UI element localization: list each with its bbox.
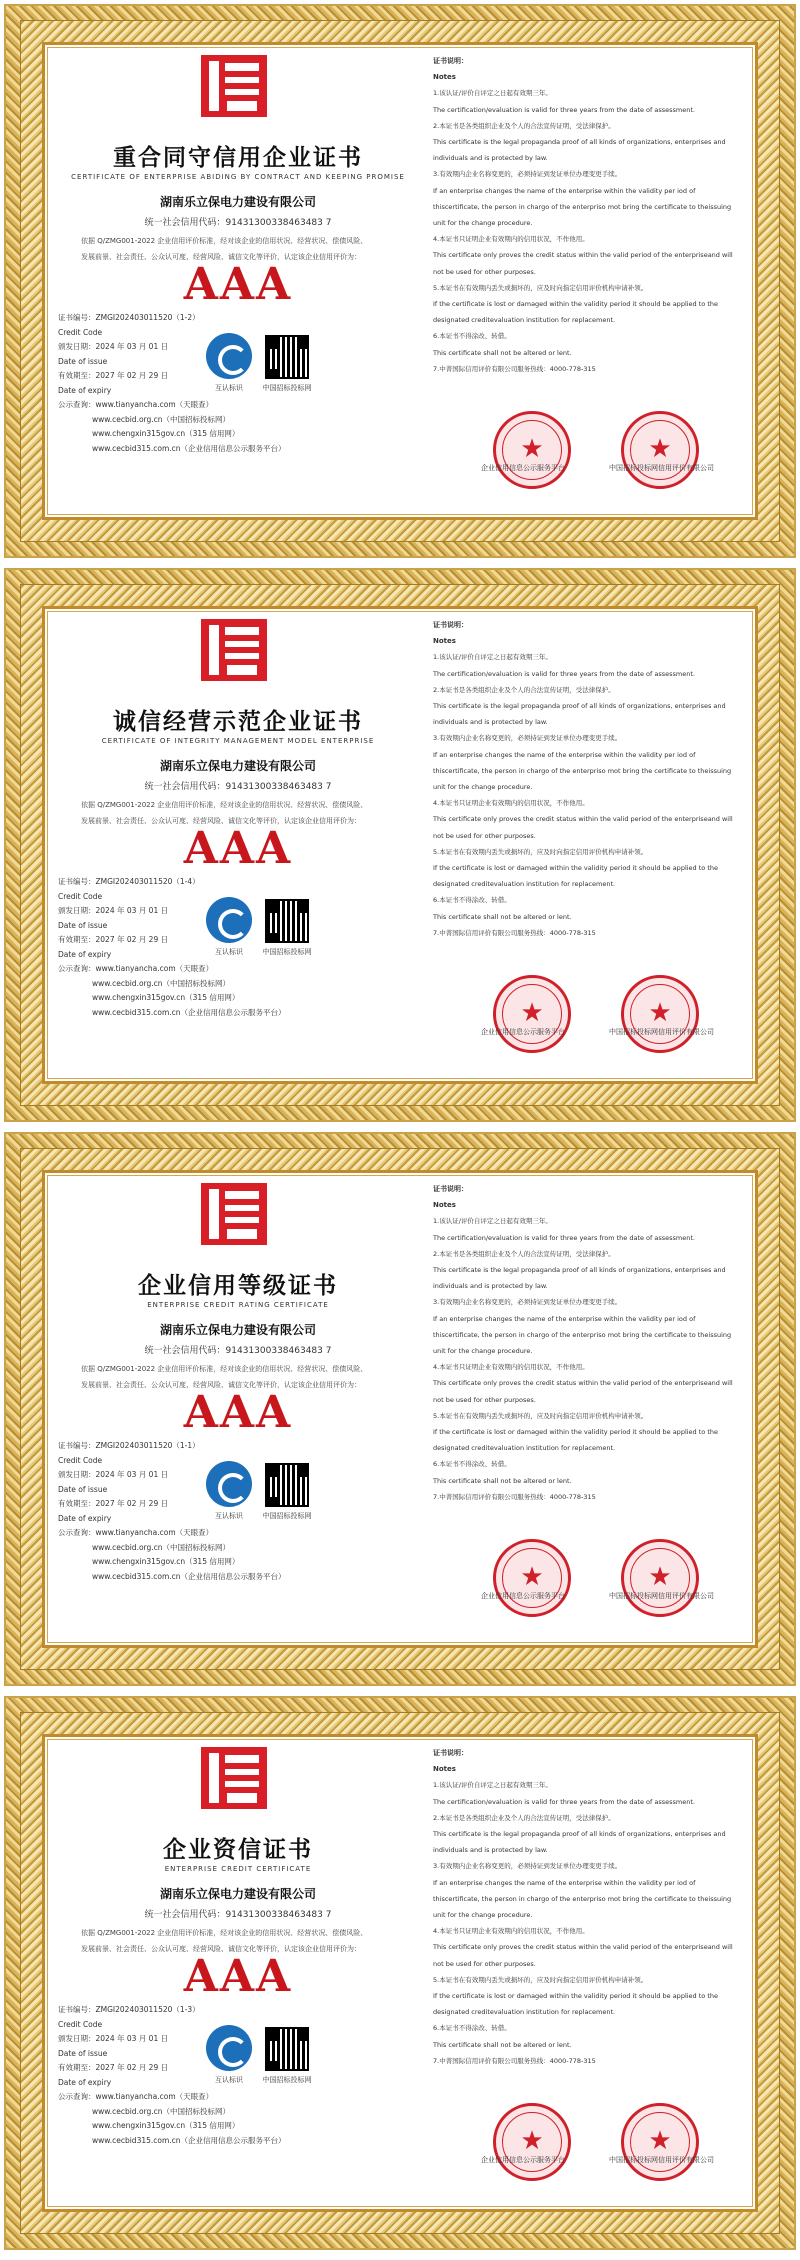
issue-date-en: Date of issue <box>58 2048 108 2058</box>
note-line: unit for the change procedure. <box>433 1911 533 1920</box>
note-line: 2.本证书是各类组织企业及个人的合法宣传证明，受法律保护。 <box>433 1249 615 1258</box>
certificate-left-panel <box>53 53 423 509</box>
notes <box>433 617 745 941</box>
note-line: thiscertificate, the person in chargo of the enterpriso mot bring the certificate to theissuing <box>433 202 732 211</box>
credit-code: 统一社会信用代码：91431300338463483 7 <box>144 1346 332 1356</box>
note-line: 1.该认证/评价自评定之日起有效期三年。 <box>433 1217 552 1226</box>
note-line: thiscertificate, the person in chargo of the enterpriso mot bring the certificate to theissuing <box>433 766 732 775</box>
note-line: designated creditevaluation institution for replacement. <box>433 1444 616 1453</box>
credit-logo-icon <box>199 617 269 683</box>
credit-code: 统一社会信用代码：91431300338463483 7 <box>144 218 332 228</box>
note-line: This certificate is the legal propaganda proof of all kinds of organizations, enterprises and <box>433 1266 726 1275</box>
badge-label: 互认标识 <box>215 1512 243 1520</box>
official-seal-icon: ★ <box>621 2103 699 2181</box>
note-line: 6.本证书不得涂改、转借。 <box>433 896 511 905</box>
notes-list <box>433 649 745 941</box>
note-line: thiscertificate, the person in chargo of the enterpriso mot bring the certificate to theissuing <box>433 1894 732 1903</box>
expiry-date-en: Date of expiry <box>58 949 112 959</box>
note-line: If an enterprise changes the name of the enterprise within the validity per iod of <box>433 750 696 759</box>
qr-label: 中国招标投标网 <box>262 2076 312 2084</box>
mutual-recognition-badge <box>203 1461 255 1521</box>
credit-logo-icon <box>199 53 269 119</box>
credit-grade: AAA <box>183 1951 293 2002</box>
basis-line: 发展前景、社会责任、公众认可度、经营风险、诚信文化等评价，认定该企业信用评价为： <box>81 1945 361 1953</box>
credit-logo-icon <box>199 1745 269 1811</box>
qr-label: 中国招标投标网 <box>262 948 312 956</box>
certificate-notes-panel <box>433 1181 745 1637</box>
notes <box>433 53 745 377</box>
credit-code-en: Credit Code <box>58 1455 103 1465</box>
official-seal-icon: ★ <box>493 2103 571 2181</box>
credit-code-en: Credit Code <box>58 327 103 337</box>
note-line: 2.本证书是各类组织企业及个人的合法宣传证明，受法律保护。 <box>433 121 615 130</box>
qr-code-block <box>257 1463 317 1521</box>
qr-code-icon <box>265 335 309 379</box>
note-line: 3.有效期内企业名称变更的，必须持证到发证单位办理变更手续。 <box>433 1862 622 1871</box>
certificate-number: 证书编号：ZMGI202403011520（1-3） <box>58 2005 200 2014</box>
basis-line: 发展前景、社会责任、公众认可度、经营风险、诚信文化等评价，认定该企业信用评价为： <box>81 1381 361 1389</box>
certificate <box>4 1696 796 2250</box>
seal-label: 中国招标投标网信用评价有限公司 <box>609 1592 714 1600</box>
expiry-date-en: Date of expiry <box>58 1513 112 1523</box>
note-line: not be used for other purposes. <box>433 1959 536 1968</box>
note-line: 7.中菁国际信用评价有限公司服务热线：4000-778-315 <box>433 364 596 373</box>
certificate-body <box>42 42 758 520</box>
mutual-recognition-icon <box>206 1461 252 1507</box>
notes-list <box>433 85 745 377</box>
notes-title: 证书说明： <box>433 1749 468 1757</box>
expiry-date: 有效期至：2027 年 02 月 29 日 <box>58 935 169 944</box>
badge-label: 互认标识 <box>215 2076 243 2084</box>
basis-line: 依据 Q/ZMG001-2022 企业信用评价标准，经对该企业的信用状况、经营状况、偿债风险、 <box>81 237 368 245</box>
certificate-left-panel <box>53 1181 423 1637</box>
expiry-date: 有效期至：2027 年 02 月 29 日 <box>58 1499 169 1508</box>
note-line: The certification/evaluation is valid for three years from the date of assessment. <box>433 1797 695 1806</box>
note-line: 1.该认证/评价自评定之日起有效期三年。 <box>433 1781 552 1790</box>
basis-line: 依据 Q/ZMG001-2022 企业信用评价标准，经对该企业的信用状况、经营状况、偿债风险、 <box>81 1365 368 1373</box>
note-line: If the certificate is lost or damaged within the validity period it should be applied to the <box>433 300 719 309</box>
note-line: 3.有效期内企业名称变更的，必须持证到发证单位办理变更手续。 <box>433 734 622 743</box>
note-line: 4.本证书只证明企业有效期内的信用状况，不作他用。 <box>433 235 589 244</box>
query-site: www.cecbid.org.cn（中国招标投标网） <box>92 978 231 988</box>
public-query: 公示查询：www.tianyancha.com（天眼查） <box>58 964 214 973</box>
qr-code-block <box>257 899 317 957</box>
note-line: designated creditevaluation institution for replacement. <box>433 2008 616 2017</box>
note-line: 2.本证书是各类组织企业及个人的合法宣传证明，受法律保护。 <box>433 1813 615 1822</box>
expiry-date: 有效期至：2027 年 02 月 29 日 <box>58 2063 169 2072</box>
official-seal-icon: ★ <box>621 411 699 489</box>
credit-logo-icon <box>199 1181 269 1247</box>
notes-en-title: Notes <box>433 637 456 646</box>
note-line: 2.本证书是各类组织企业及个人的合法宣传证明，受法律保护。 <box>433 685 615 694</box>
note-line: 7.中菁国际信用评价有限公司服务热线：4000-778-315 <box>433 2056 596 2065</box>
note-line: If the certificate is lost or damaged within the validity period it should be applied to the <box>433 864 719 873</box>
note-line: The certification/evaluation is valid for three years from the date of assessment. <box>433 105 695 114</box>
note-line: 5.本证书在有效期内丢失或损坏的，应及时向指定信用评价机构申请补领。 <box>433 283 648 292</box>
note-line: 4.本证书只证明企业有效期内的信用状况，不作他用。 <box>433 1927 589 1936</box>
official-seal-icon: ★ <box>621 1539 699 1617</box>
badge-label: 互认标识 <box>215 384 243 392</box>
query-site: www.chengxin315gov.cn（315 信用网） <box>92 993 240 1002</box>
note-line: 4.本证书只证明企业有效期内的信用状况，不作他用。 <box>433 1363 589 1372</box>
qr-code-block <box>257 335 317 393</box>
note-line: This certificate is the legal propaganda proof of all kinds of organizations, enterprises and <box>433 702 726 711</box>
credit-grade: AAA <box>183 259 293 310</box>
badge-label: 互认标识 <box>215 948 243 956</box>
mutual-recognition-icon <box>206 897 252 943</box>
note-line: 7.中菁国际信用评价有限公司服务热线：4000-778-315 <box>433 1492 596 1501</box>
credit-code: 统一社会信用代码：91431300338463483 7 <box>144 1910 332 1920</box>
notes-title: 证书说明： <box>433 57 468 65</box>
note-line: individuals and is protected by law. <box>433 1846 548 1855</box>
credit-code-en: Credit Code <box>58 891 103 901</box>
query-site: www.cecbid.org.cn（中国招标投标网） <box>92 2106 231 2116</box>
query-site: www.cecbid.org.cn（中国招标投标网） <box>92 414 231 424</box>
credit-code-en: Credit Code <box>58 2019 103 2029</box>
certificate-body <box>42 1734 758 2212</box>
notes-en-title: Notes <box>433 73 456 82</box>
public-query: 公示查询：www.tianyancha.com（天眼查） <box>58 400 214 409</box>
certificate-subtitle: CERTIFICATE OF ENTERPRISE ABIDING BY CONTRACT AND KEEPING PROMISE <box>71 173 405 181</box>
seal-label: 中国招标投标网信用评价有限公司 <box>609 464 714 472</box>
issue-date-en: Date of issue <box>58 1484 108 1494</box>
note-line: This certificate shall not be altered or lent. <box>433 912 572 921</box>
note-line: 3.有效期内企业名称变更的，必须持证到发证单位办理变更手续。 <box>433 170 622 179</box>
official-seal-icon: ★ <box>493 1539 571 1617</box>
qr-label: 中国招标投标网 <box>262 1512 312 1520</box>
note-line: This certificate is the legal propaganda proof of all kinds of organizations, enterprises and <box>433 1830 726 1839</box>
note-line: 5.本证书在有效期内丢失或损坏的，应及时向指定信用评价机构申请补领。 <box>433 847 648 856</box>
qr-code-icon <box>265 1463 309 1507</box>
seal-label: 企业信用信息公示服务平台 <box>481 1028 565 1036</box>
basis-line: 依据 Q/ZMG001-2022 企业信用评价标准，经对该企业的信用状况、经营状况、偿债风险、 <box>81 801 368 809</box>
credit-code: 统一社会信用代码：91431300338463483 7 <box>144 782 332 792</box>
certificate-number: 证书编号：ZMGI202403011520（1-2） <box>58 313 200 322</box>
notes-en-title: Notes <box>433 1201 456 1210</box>
note-line: If the certificate is lost or damaged within the validity period it should be applied to the <box>433 1992 719 2001</box>
query-site: www.cecbid315.com.cn（企业信用信息公示服务平台） <box>92 1571 286 1581</box>
note-line: 6.本证书不得涂改、转借。 <box>433 332 511 341</box>
query-site: www.chengxin315gov.cn（315 信用网） <box>92 429 240 438</box>
query-site: www.cecbid315.com.cn（企业信用信息公示服务平台） <box>92 443 286 453</box>
note-line: 1.该认证/评价自评定之日起有效期三年。 <box>433 653 552 662</box>
note-line: individuals and is protected by law. <box>433 1282 548 1291</box>
note-line: If the certificate is lost or damaged within the validity period it should be applied to the <box>433 1428 719 1437</box>
certificate-number: 证书编号：ZMGI202403011520（1-4） <box>58 877 200 886</box>
notes <box>433 1181 745 1505</box>
note-line: This certificate is the legal propaganda proof of all kinds of organizations, enterprises and <box>433 138 726 147</box>
notes <box>433 1745 745 2069</box>
note-line: designated creditevaluation institution for replacement. <box>433 880 616 889</box>
certificate <box>4 4 796 558</box>
note-line: 3.有效期内企业名称变更的，必须持证到发证单位办理变更手续。 <box>433 1298 622 1307</box>
seal-label: 企业信用信息公示服务平台 <box>481 464 565 472</box>
notes-title: 证书说明： <box>433 621 468 629</box>
certificate-left-panel <box>53 617 423 1073</box>
notes-list <box>433 1213 745 1505</box>
company-name: 湖南乐立保电力建设有限公司 <box>159 1887 316 1901</box>
official-seal-icon: ★ <box>493 975 571 1053</box>
note-line: If an enterprise changes the name of the enterprise within the validity per iod of <box>433 186 696 195</box>
query-site: www.cecbid315.com.cn（企业信用信息公示服务平台） <box>92 2135 286 2145</box>
note-line: If an enterprise changes the name of the enterprise within the validity per iod of <box>433 1878 696 1887</box>
note-line: This certificate only proves the credit status within the valid period of the enterpriseand will <box>433 251 733 260</box>
basis-line: 依据 Q/ZMG001-2022 企业信用评价标准，经对该企业的信用状况、经营状况、偿债风险、 <box>81 1929 368 1937</box>
certificate-left-panel <box>53 1745 423 2201</box>
note-line: 7.中菁国际信用评价有限公司服务热线：4000-778-315 <box>433 928 596 937</box>
note-line: 6.本证书不得涂改、转借。 <box>433 1460 511 1469</box>
certificate-subtitle: ENTERPRISE CREDIT RATING CERTIFICATE <box>147 1301 329 1309</box>
note-line: unit for the change procedure. <box>433 219 533 228</box>
certificate-number: 证书编号：ZMGI202403011520（1-1） <box>58 1441 200 1450</box>
seal-label: 中国招标投标网信用评价有限公司 <box>609 1028 714 1036</box>
certificate-body <box>42 1170 758 1648</box>
expiry-date: 有效期至：2027 年 02 月 29 日 <box>58 371 169 380</box>
expiry-date-en: Date of expiry <box>58 2077 112 2087</box>
note-line: This certificate only proves the credit status within the valid period of the enterpriseand will <box>433 1943 733 1952</box>
qr-code-block <box>257 2027 317 2085</box>
company-name: 湖南乐立保电力建设有限公司 <box>159 759 316 773</box>
certificate-notes-panel <box>433 53 745 509</box>
note-line: 6.本证书不得涂改、转借。 <box>433 2024 511 2033</box>
qr-code-icon <box>265 2027 309 2071</box>
official-seal-icon: ★ <box>493 411 571 489</box>
company-name: 湖南乐立保电力建设有限公司 <box>159 1323 316 1337</box>
official-seal-icon: ★ <box>621 975 699 1053</box>
query-site: www.cecbid.org.cn（中国招标投标网） <box>92 1542 231 1552</box>
note-line: This certificate shall not be altered or lent. <box>433 2040 572 2049</box>
note-line: designated creditevaluation institution for replacement. <box>433 316 616 325</box>
note-line: 4.本证书只证明企业有效期内的信用状况，不作他用。 <box>433 799 589 808</box>
issue-date: 颁发日期：2024 年 03 月 01 日 <box>58 342 169 351</box>
basis-line: 发展前景、社会责任、公众认可度、经营风险、诚信文化等评价，认定该企业信用评价为： <box>81 253 361 261</box>
note-line: thiscertificate, the person in chargo of the enterpriso mot bring the certificate to theissuing <box>433 1330 732 1339</box>
mutual-recognition-badge <box>203 897 255 957</box>
note-line: If an enterprise changes the name of the enterprise within the validity per iod of <box>433 1314 696 1323</box>
note-line: The certification/evaluation is valid for three years from the date of assessment. <box>433 1233 695 1242</box>
seal-label: 企业信用信息公示服务平台 <box>481 2156 565 2164</box>
public-query: 公示查询：www.tianyancha.com（天眼查） <box>58 1528 214 1537</box>
note-line: not be used for other purposes. <box>433 1395 536 1404</box>
note-line: not be used for other purposes. <box>433 831 536 840</box>
note-line: This certificate shall not be altered or lent. <box>433 348 572 357</box>
certificate-title: 企业信用等级证书 <box>138 1272 338 1299</box>
seal-label: 中国招标投标网信用评价有限公司 <box>609 2156 714 2164</box>
note-line: 1.该认证/评价自评定之日起有效期三年。 <box>433 89 552 98</box>
certificate-subtitle: CERTIFICATE OF INTEGRITY MANAGEMENT MODEL ENTERPRISE <box>101 737 375 745</box>
expiry-date-en: Date of expiry <box>58 385 112 395</box>
query-site: www.chengxin315gov.cn（315 信用网） <box>92 2121 240 2130</box>
mutual-recognition-badge <box>203 2025 255 2085</box>
notes-list <box>433 1777 745 2069</box>
issue-date: 颁发日期：2024 年 03 月 01 日 <box>58 2034 169 2043</box>
credit-grade: AAA <box>183 823 293 874</box>
mutual-recognition-icon <box>206 2025 252 2071</box>
issue-date-en: Date of issue <box>58 920 108 930</box>
issue-date: 颁发日期：2024 年 03 月 01 日 <box>58 906 169 915</box>
note-line: The certification/evaluation is valid for three years from the date of assessment. <box>433 669 695 678</box>
certificate-notes-panel <box>433 617 745 1073</box>
certificate-body <box>42 606 758 1084</box>
note-line: 5.本证书在有效期内丢失或损坏的，应及时向指定信用评价机构申请补领。 <box>433 1975 648 1984</box>
issue-date-en: Date of issue <box>58 356 108 366</box>
note-line: This certificate shall not be altered or lent. <box>433 1476 572 1485</box>
note-line: not be used for other purposes. <box>433 267 536 276</box>
certificate-title: 企业资信证书 <box>163 1836 313 1863</box>
seal-label: 企业信用信息公示服务平台 <box>481 1592 565 1600</box>
note-line: unit for the change procedure. <box>433 1347 533 1356</box>
credit-grade: AAA <box>183 1387 293 1438</box>
certificate-subtitle: ENTERPRISE CREDIT CERTIFICATE <box>164 1865 312 1873</box>
certificate <box>4 568 796 1122</box>
certificate-title: 诚信经营示范企业证书 <box>113 708 363 735</box>
note-line: individuals and is protected by law. <box>433 154 548 163</box>
certificate <box>4 1132 796 1686</box>
basis-line: 发展前景、社会责任、公众认可度、经营风险、诚信文化等评价，认定该企业信用评价为： <box>81 817 361 825</box>
note-line: This certificate only proves the credit status within the valid period of the enterpriseand will <box>433 815 733 824</box>
mutual-recognition-icon <box>206 333 252 379</box>
query-site: www.chengxin315gov.cn（315 信用网） <box>92 1557 240 1566</box>
mutual-recognition-badge <box>203 333 255 393</box>
issue-date: 颁发日期：2024 年 03 月 01 日 <box>58 1470 169 1479</box>
note-line: unit for the change procedure. <box>433 783 533 792</box>
query-site: www.cecbid315.com.cn（企业信用信息公示服务平台） <box>92 1007 286 1017</box>
company-name: 湖南乐立保电力建设有限公司 <box>159 195 316 209</box>
certificate-notes-panel <box>433 1745 745 2201</box>
note-line: individuals and is protected by law. <box>433 718 548 727</box>
qr-code-icon <box>265 899 309 943</box>
note-line: 5.本证书在有效期内丢失或损坏的，应及时向指定信用评价机构申请补领。 <box>433 1411 648 1420</box>
notes-en-title: Notes <box>433 1765 456 1774</box>
qr-label: 中国招标投标网 <box>262 384 312 392</box>
certificate-title: 重合同守信用企业证书 <box>113 144 363 171</box>
public-query: 公示查询：www.tianyancha.com（天眼查） <box>58 2092 214 2101</box>
notes-title: 证书说明： <box>433 1185 468 1193</box>
note-line: This certificate only proves the credit status within the valid period of the enterpriseand will <box>433 1379 733 1388</box>
